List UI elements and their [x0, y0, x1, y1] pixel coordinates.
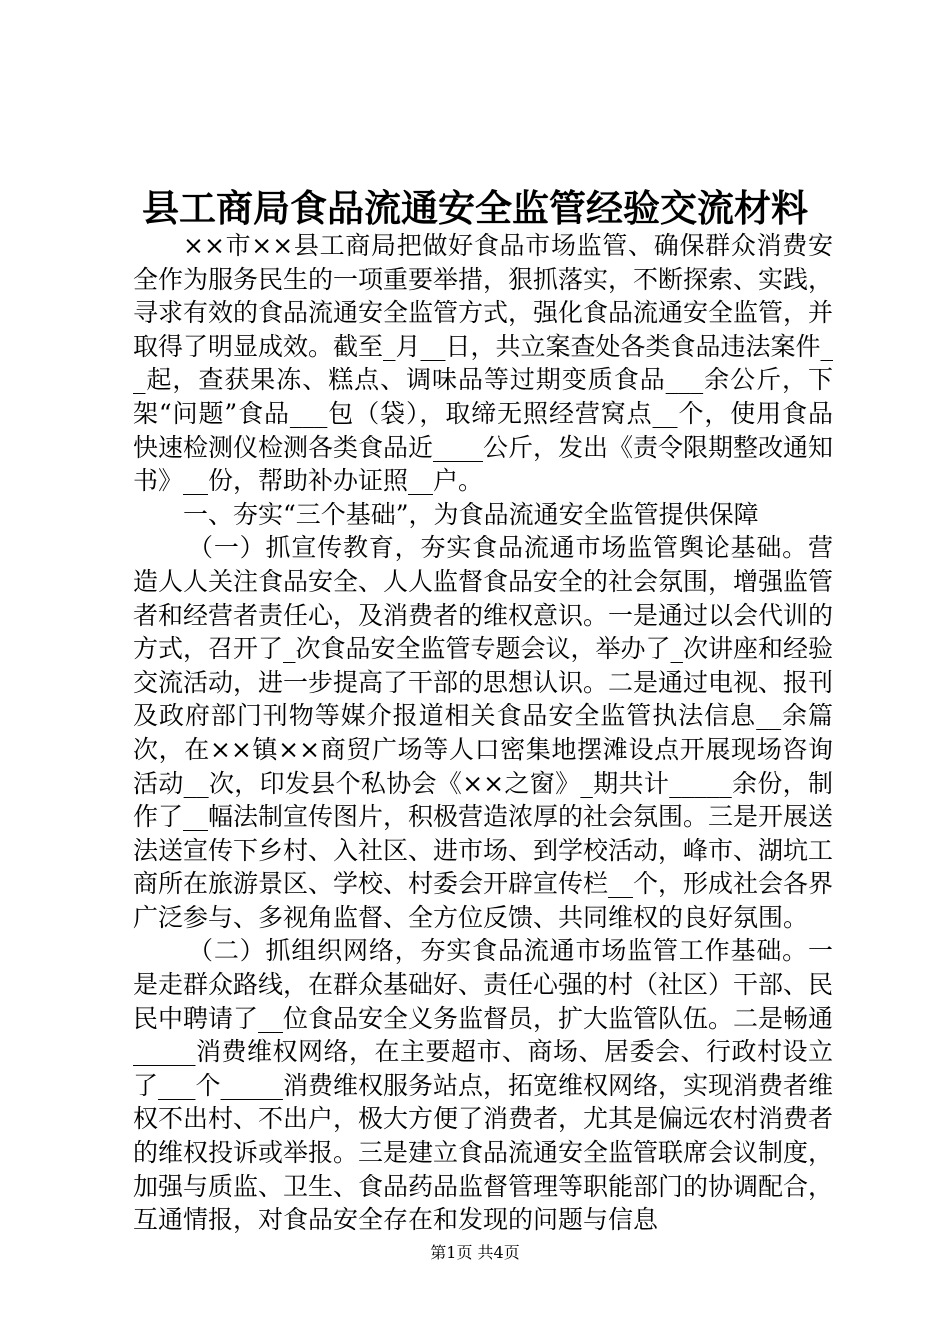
subsection-paragraph-2: （二）抓组织网络，夯实食品流通市场监管工作基础。一是走群众路线，在群众基础好、责任心强的村（社区）干部、民民中聘请了__位食品安全义务监督员，扩大监管队伍。二是畅通_____消费维权网络，在主要超市、商场、居委会、行政村设立了___个_____消费维权服务站点，拓宽维权网络，实现消费者维权不出村、不出户，极大方便了消费者，尤其是偏远农村消费者的维权投诉或举报。三是建立食品流通安全监管联席会议制度，加强与质监、卫生、食品药品监督管理等职能部门的协调配合，互通情报，对食品安全存在和发现的问题与信息 — [133, 936, 834, 1235]
section-heading-1: 一、夯实“三个基础”，为食品流通安全监管提供保障 — [183, 499, 759, 529]
document-body — [133, 229, 833, 1237]
page-footer: 第1页 共4页 — [430, 1243, 520, 1262]
subsection-paragraph-1: （一）抓宣传教育，夯实食品流通市场监管舆论基础。营造人人关注食品安全、人人监督食品安全的社会氛围，增强监管者和经营者责任心，及消费者的维权意识。一是通过以会代训的方式，召开了_次食品安全监管专题会议，举办了_次讲座和经验交流活动，进一步提高了干部的思想认识。二是通过电视、报刊及政府部门刊物等媒介报道相关食品安全监管执法信息__余篇次，在××镇××商贸广场等人口密集地摆滩设点开展现场咨询活动__次，印发县个私协会《××之窗》_期共计_____余份，制作了__幅法制宣传图片，积极营造浓厚的社会氛围。三是开展送法送宣传下乡村、入社区、进市场、到学校活动，峰市、湖坑工商所在旅游景区、学校、村委会开辟宣传栏__个，形成社会各界广泛参与、多视角监督、全方位反馈、共同维权的良好氛围。 — [133, 533, 834, 932]
intro-paragraph: ××市××县工商局把做好食品市场监管、确保群众消费安全作为服务民生的一项重要举措，狠抓落实，不断探索、实践，寻求有效的食品流通安全监管方式，强化食品流通安全监管，并取得了明显成效。截至_月__日，共立案查处各类食品违法案件__起，查获果冻、糕点、调味品等过期变质食品___余公斤，下架“问题”食品___包（袋），取缔无照经营窝点__个，使用食品快速检测仪检测各类食品近____公斤，发出《责令限期整改通知书》__份，帮助补办证照__户。 — [133, 231, 834, 496]
document-title: 县工商局食品流通安全监管经验交流材料 — [142, 186, 808, 230]
